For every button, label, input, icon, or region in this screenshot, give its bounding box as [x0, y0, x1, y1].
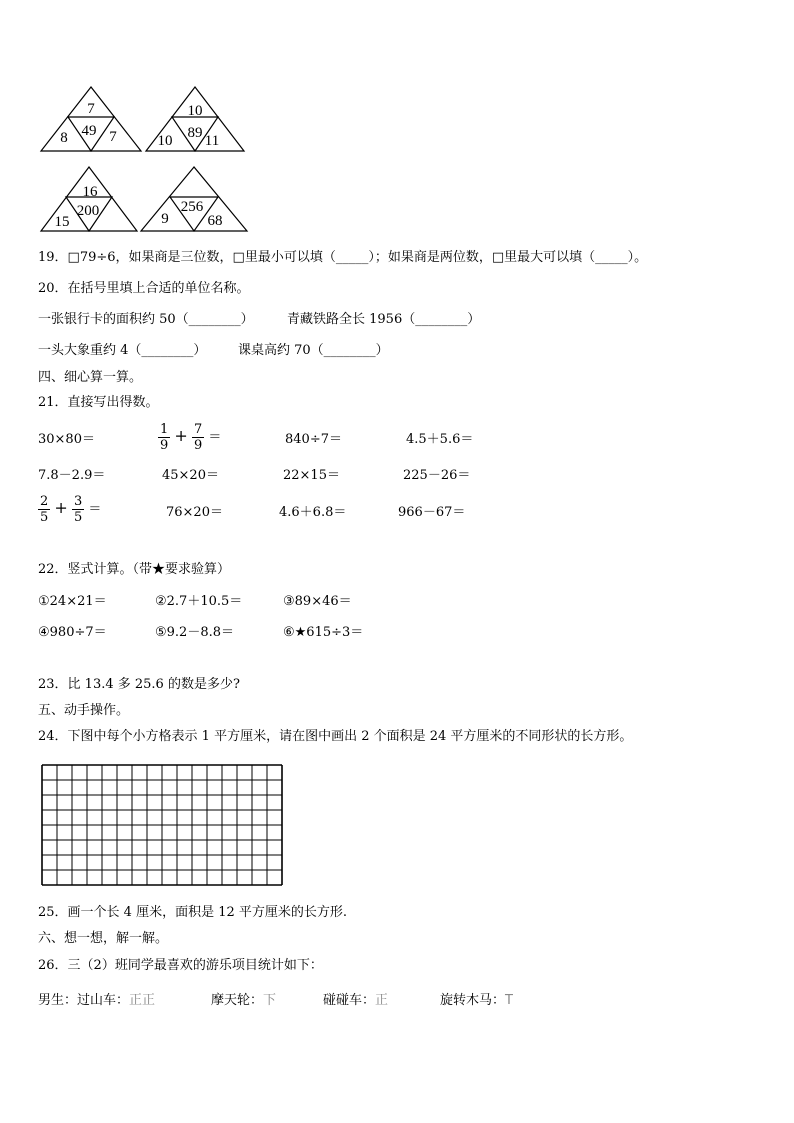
vertical-calc-item: ⑤9.2－8.8＝ — [155, 625, 235, 640]
square-grid[interactable] — [41, 764, 285, 888]
calc-item: 4.6＋6.8＝ — [279, 505, 347, 520]
calc-item: 840÷7＝ — [285, 432, 342, 447]
triangle-right: 7 — [109, 129, 117, 145]
question-21-title: 21．直接写出得数。 — [38, 395, 159, 410]
tally-mark: T — [505, 993, 513, 1008]
stat-boys-roller-coaster: 男生：过山车：正正 — [38, 993, 156, 1008]
triangle-puzzle-4 — [140, 166, 248, 236]
calc-item: 45×20＝ — [162, 468, 219, 483]
triangle-center: 256 — [180, 199, 204, 215]
section-6-heading: 六、想一想，解一解。 — [38, 931, 169, 946]
stat-carousel: 旋转木马：T — [440, 993, 513, 1008]
question-20-c: 一头大象重约 4（________） — [38, 343, 207, 358]
triangle-left: 10 — [157, 133, 173, 149]
fraction-expression: $\frac{2}{5}$ + $\frac{3}{5}$ ＝ — [40, 494, 102, 525]
question-26: 26．三（2）班同学最喜欢的游乐项目统计如下： — [38, 958, 323, 973]
triangle-center: 89 — [187, 125, 203, 141]
question-24: 24．下图中每个小方格表示 1 平方厘米，请在图中画出 2 个面积是 24 平方厘米的不同形状的长方形。 — [38, 729, 633, 744]
triangle-top: 16 — [82, 184, 98, 200]
triangle-puzzle-3 — [40, 166, 138, 236]
question-20-a: 一张银行卡的面积约 50（________） — [38, 312, 254, 327]
triangle-puzzle-1 — [40, 86, 142, 156]
calc-item: 76×20＝ — [166, 505, 223, 520]
vertical-calc-item: ④980÷7＝ — [38, 625, 107, 640]
calc-item: 22×15＝ — [283, 468, 340, 483]
vertical-calc-item: ③89×46＝ — [283, 594, 352, 609]
calc-item: 7.8－2.9＝ — [38, 468, 106, 483]
question-20-b: 青藏铁路全长 1956（________） — [287, 312, 481, 327]
calc-item: 30×80＝ — [38, 432, 95, 447]
triangle-top: 10 — [187, 103, 203, 119]
question-19: 19．□79÷6，如果商是三位数，□里最小可以填（_____）；如果商是两位数，□里最大可以填（_____）。 — [38, 250, 648, 265]
question-22-title: 22．竖式计算。（带★要求验算） — [38, 562, 231, 577]
tally-mark: 正 — [375, 993, 389, 1008]
triangle-left: 15 — [54, 214, 70, 230]
triangle-puzzle-2 — [145, 86, 245, 156]
calc-item: 966－67＝ — [398, 505, 466, 520]
calc-item: 4.5＋5.6＝ — [406, 432, 474, 447]
vertical-calc-item: ①24×21＝ — [38, 594, 107, 609]
stat-ferris-wheel: 摩天轮：下 — [211, 993, 277, 1008]
section-4-heading: 四、细心算一算。 — [38, 370, 143, 385]
section-5-heading: 五、动手操作。 — [38, 703, 130, 718]
calc-item: 225－26＝ — [403, 468, 471, 483]
question-25: 25．画一个长 4 厘米，面积是 12 平方厘米的长方形. — [38, 905, 348, 920]
fraction-expression: $\frac{1}{9}$ + $\frac{7}{9}$ ＝ — [160, 422, 222, 453]
question-20-d: 课桌高约 70（________） — [238, 343, 389, 358]
triangle-top: 7 — [87, 101, 95, 117]
stat-bumper-cars: 碰碰车：正 — [323, 993, 389, 1008]
triangle-center: 49 — [81, 123, 97, 139]
triangle-left: 9 — [161, 211, 169, 227]
vertical-calc-item: ⑥★615÷3＝ — [283, 625, 364, 640]
triangle-center: 200 — [76, 203, 100, 219]
tally-mark: 正正 — [129, 993, 156, 1008]
tally-mark: 下 — [263, 993, 277, 1008]
question-23: 23．比 13.4 多 25.6 的数是多少? — [38, 677, 240, 692]
question-20-title: 20．在括号里填上合适的单位名称。 — [38, 281, 250, 296]
triangle-right: 68 — [207, 213, 223, 229]
vertical-calc-item: ②2.7＋10.5＝ — [155, 594, 243, 609]
triangle-left: 8 — [60, 130, 68, 146]
triangle-right: 11 — [204, 133, 220, 149]
